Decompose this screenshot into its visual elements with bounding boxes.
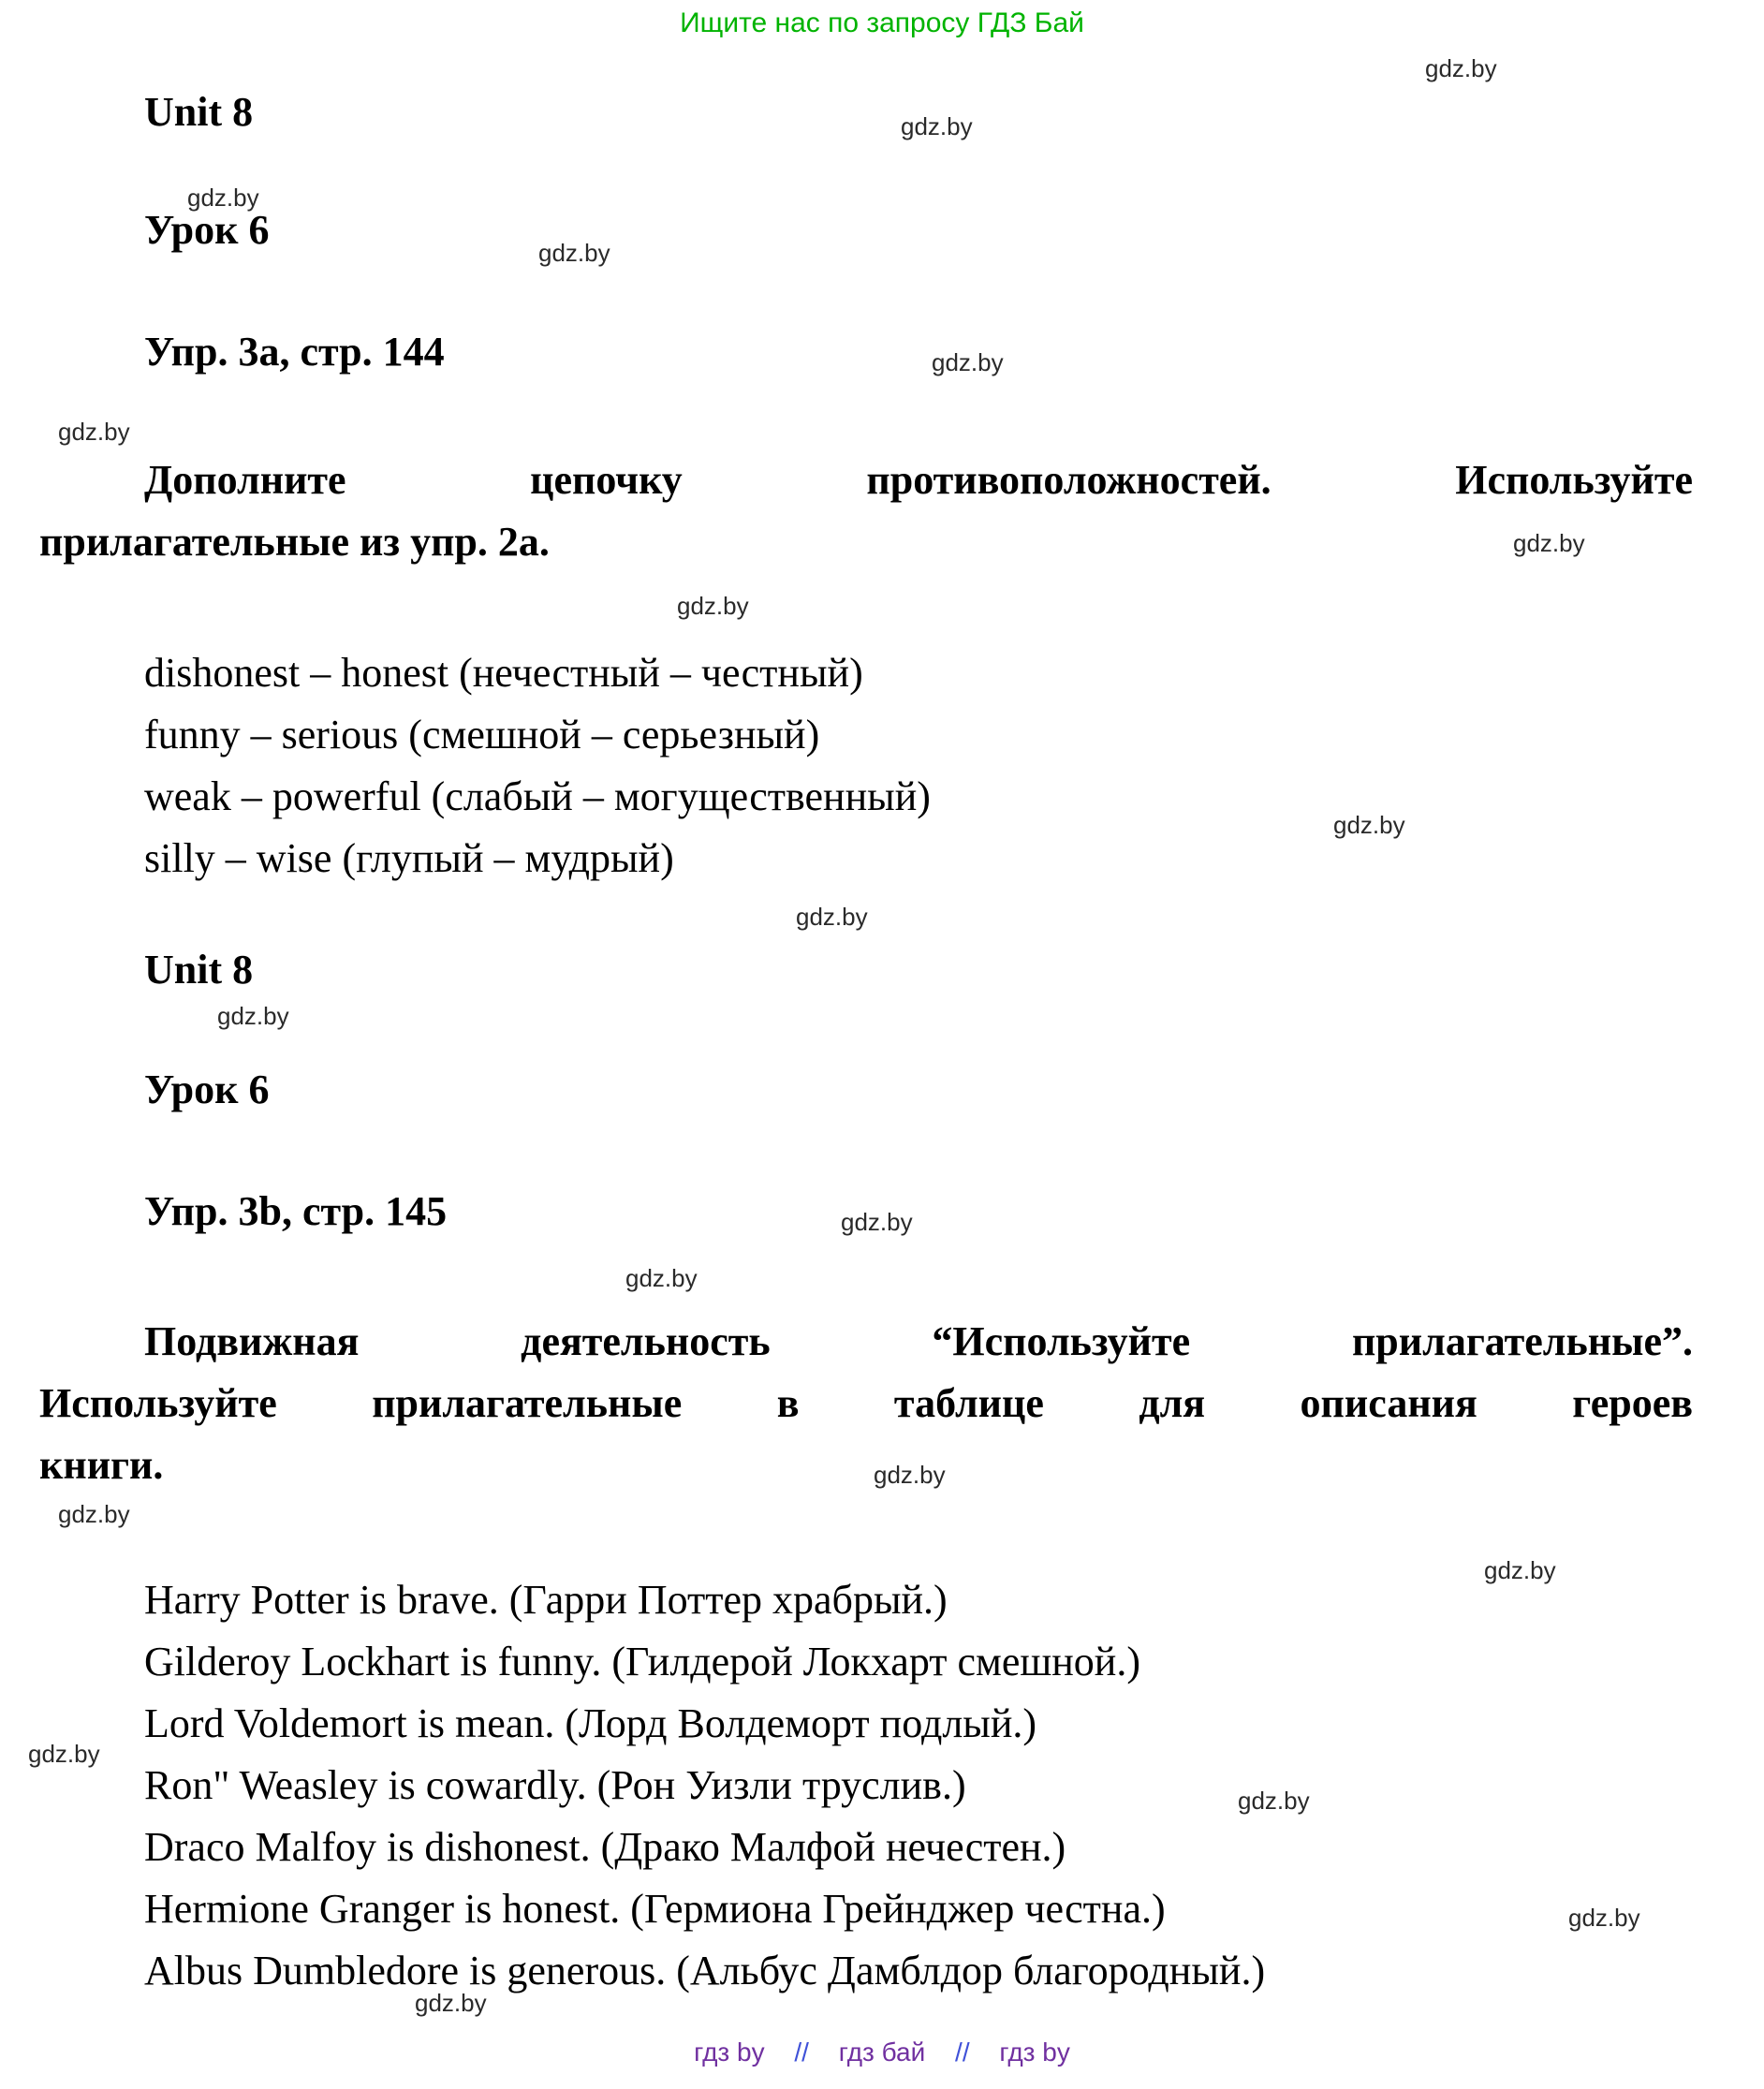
lesson-heading-2: Урок 6 — [144, 1067, 270, 1112]
watermark: gdz.by — [901, 112, 973, 140]
footer-separator: // — [955, 2038, 970, 2067]
promo-note: Ищите нас по запросу ГДЗ Бай — [680, 7, 1084, 38]
answer-line: Hermione Granger is honest. (Гермиона Грейнджер честна.) — [144, 1886, 1166, 1932]
task-line: книги. — [39, 1442, 164, 1488]
footer-text: гдз by — [694, 2038, 765, 2067]
answer-line: Lord Voldemort is mean. (Лорд Волдеморт подлый.) — [144, 1700, 1037, 1746]
watermark: gdz.by — [415, 1989, 487, 2017]
answer-line: Harry Potter is brave. (Гарри Поттер храбрый.) — [144, 1577, 948, 1623]
watermark: gdz.by — [932, 348, 1004, 376]
unit-heading-1: Unit 8 — [144, 89, 254, 135]
watermark: gdz.by — [677, 592, 749, 620]
watermark: gdz.by — [1568, 1904, 1640, 1932]
watermark: gdz.by — [1484, 1556, 1556, 1584]
unit-heading-2: Unit 8 — [144, 947, 254, 993]
task-text-3a — [39, 449, 1693, 573]
watermark: gdz.by — [874, 1461, 946, 1489]
task-text-3b — [39, 1311, 1693, 1496]
task-line: прилагательные из упр. 2а. — [39, 519, 550, 565]
watermark: gdz.by — [1238, 1787, 1310, 1815]
answer-line: Albus Dumbledore is generous. (Альбус Дамблдор благородный.) — [144, 1948, 1266, 1993]
watermark: gdz.by — [58, 418, 130, 446]
watermark: gdz.by — [841, 1208, 913, 1236]
watermark: gdz.by — [187, 184, 259, 212]
answer-line: dishonest – honest (нечестный – честный) — [144, 650, 863, 696]
footer-separator: // — [794, 2038, 809, 2067]
watermark: gdz.by — [1513, 529, 1585, 557]
answer-line: Draco Malfoy is dishonest. (Драко Малфой нечестен.) — [144, 1824, 1066, 1870]
answer-line: funny – serious (смешной – серьезный) — [144, 712, 820, 758]
task-line: Дополните цепочку противоположностей. Используйте — [144, 457, 1693, 503]
answers-3b — [144, 1569, 1265, 2002]
watermark: gdz.by — [1333, 811, 1405, 839]
task-line: Подвижная деятельность “Используйте прилагательные”. — [144, 1318, 1693, 1364]
answer-line: Gilderoy Lockhart is funny. (Гилдерой Локхарт смешной.) — [144, 1639, 1140, 1684]
watermark: gdz.by — [796, 903, 868, 931]
answer-line: Ron" Weasley is cowardly. (Рон Уизли труслив.) — [144, 1762, 966, 1808]
watermark: gdz.by — [538, 239, 610, 267]
watermark: gdz.by — [217, 1002, 289, 1030]
answer-line: silly – wise (глупый – мудрый) — [144, 835, 674, 881]
exercise-heading-2: Упр. 3b, стр. 145 — [144, 1188, 448, 1234]
watermark: gdz.by — [625, 1264, 698, 1292]
lesson-heading-1: Урок 6 — [144, 207, 270, 253]
watermark: gdz.by — [1425, 54, 1497, 82]
task-line: Используйте прилагательные в таблице для описания героев — [39, 1380, 1693, 1426]
watermark: gdz.by — [28, 1740, 100, 1768]
footer-links — [0, 2038, 1764, 2067]
footer-text: гдз by — [999, 2038, 1070, 2067]
answer-line: weak – powerful (слабый – могущественный) — [144, 773, 931, 819]
footer-text: гдз бай — [838, 2038, 926, 2067]
watermark: gdz.by — [58, 1500, 130, 1528]
answers-3a — [144, 642, 931, 890]
exercise-heading-1: Упр. 3а, стр. 144 — [144, 329, 445, 375]
